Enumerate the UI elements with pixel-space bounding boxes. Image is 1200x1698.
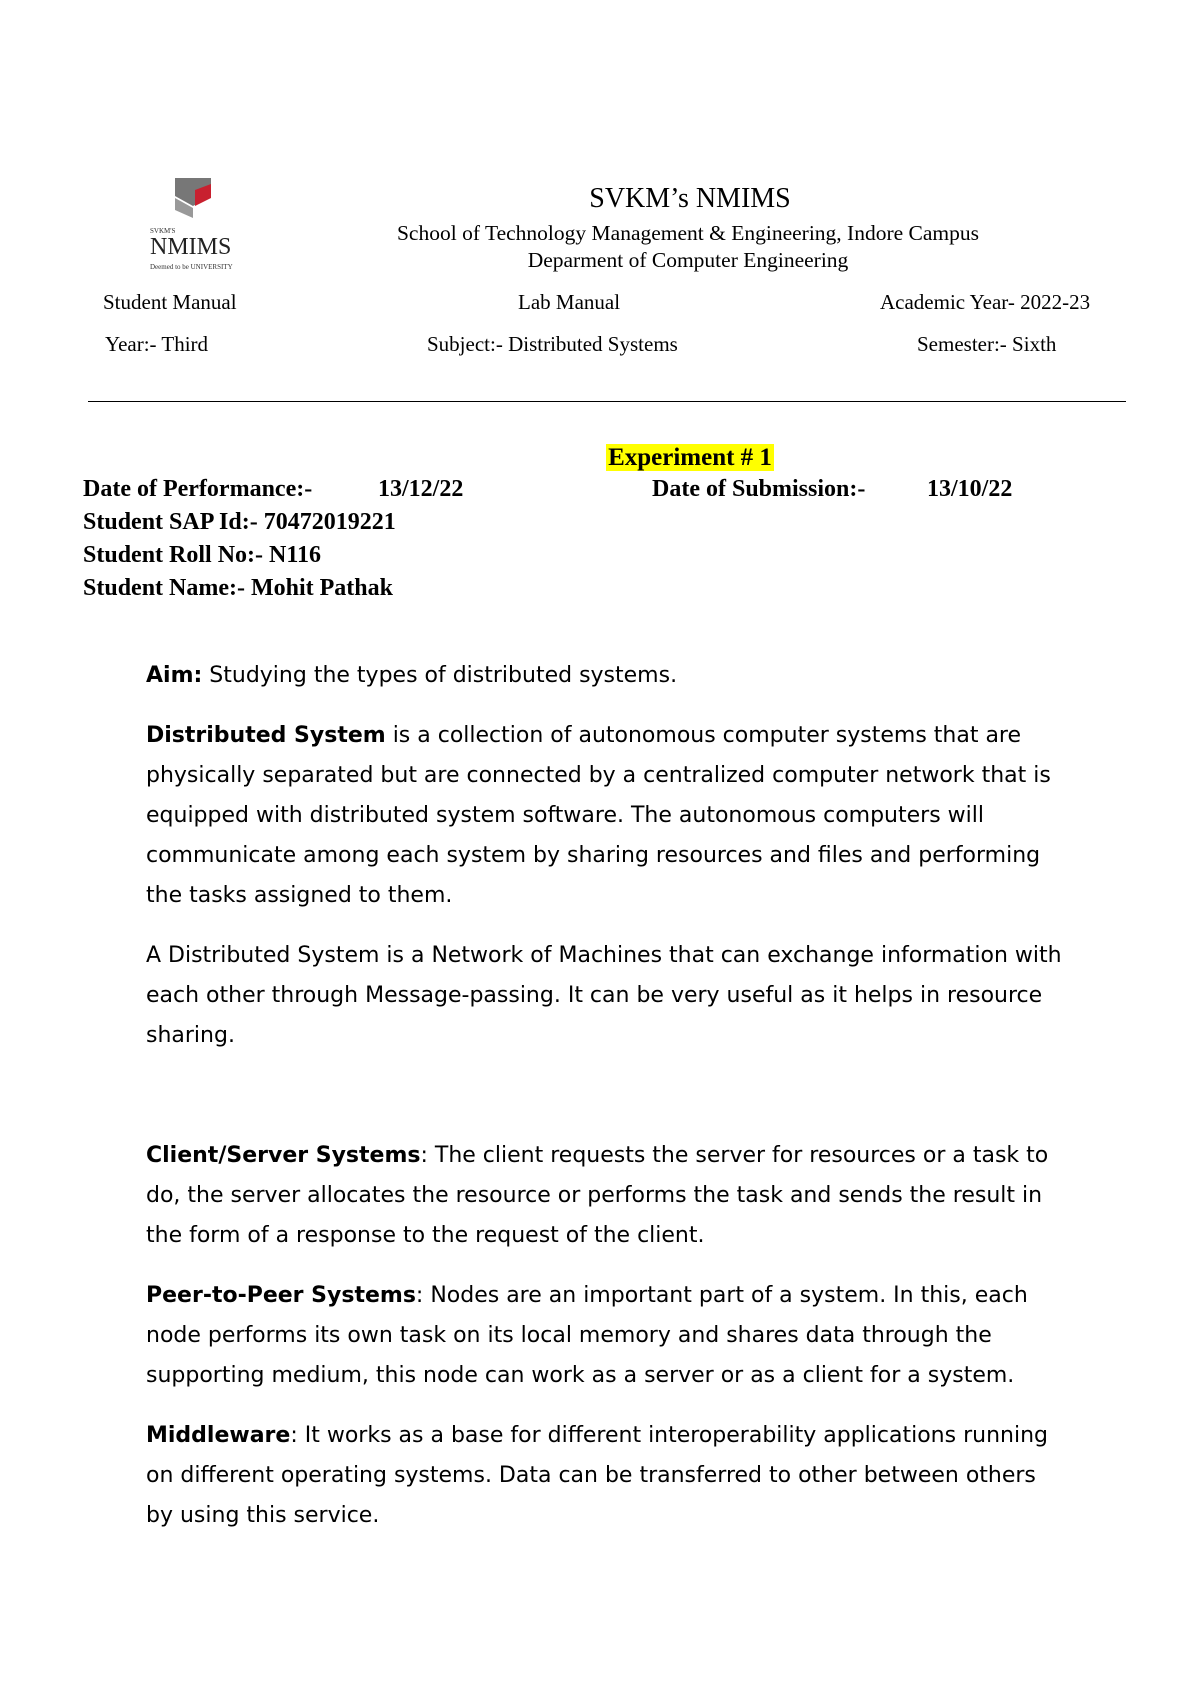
experiment-title: Experiment # 1 <box>608 444 772 471</box>
student-roll-no: Student Roll No:- N116 <box>83 542 322 568</box>
date-performance-value: 13/12/22 <box>378 476 464 502</box>
date-submission-label: Date of Submission:- <box>652 476 866 502</box>
aim-label: Aim: <box>146 663 203 688</box>
aim-text: Studying the types of distributed systems. <box>202 663 678 688</box>
p2p-label: Peer-to-Peer Systems <box>146 1283 416 1308</box>
aim-paragraph <box>146 656 1066 696</box>
header-divider <box>88 401 1126 402</box>
lab-manual-label: Lab Manual <box>518 290 621 314</box>
subject-label: Subject:- Distributed Systems <box>427 332 678 356</box>
student-manual-label: Student Manual <box>103 290 237 314</box>
ds-paragraph-2: A Distributed System is a Network of Machines that can exchange information with each other through Message-passing. It can be very useful as it helps in resource sharing. <box>146 943 1062 1048</box>
logo-sub-text: Deemed to be UNIVERSITY <box>150 263 233 271</box>
logo-top-text: SVKM'S <box>150 227 176 235</box>
ds-label: Distributed System <box>146 723 386 748</box>
date-performance-label: Date of Performance:- <box>83 476 313 502</box>
institution-name: SVKM’s NMIMS <box>589 183 791 214</box>
year-label: Year:- Third <box>105 332 209 356</box>
student-name: Student Name:- Mohit Pathak <box>83 575 393 601</box>
content-intro <box>146 656 1066 1076</box>
department-name: Deparment of Computer Engineering <box>527 248 849 272</box>
date-submission-value: 13/10/22 <box>927 476 1013 502</box>
p2p-paragraph <box>146 1276 1066 1396</box>
logo-main-text: NMIMS <box>150 234 232 260</box>
ds-paragraph <box>146 716 1066 916</box>
content-types <box>146 1136 1066 1556</box>
client-server-label: Client/Server Systems <box>146 1143 421 1168</box>
p2p-text: : Nodes are an important part of a system. In this, each node performs its own task on its local memory and shares data through the supporting medium, this node can work as a server or as a client for a system. <box>146 1283 1028 1388</box>
client-server-paragraph <box>146 1136 1066 1256</box>
school-name: School of Technology Management & Engineering, Indore Campus <box>396 221 980 245</box>
middleware-label: Middleware <box>146 1423 291 1448</box>
middleware-text: : It works as a base for different interoperability applications running on different operating systems. Data can be transferred to other between others by using this service. <box>146 1423 1048 1528</box>
ds-text: is a collection of autonomous computer systems that are physically separated but are connected by a centralized computer network that is equipped with distributed system software. The autonomous computers will communicate among each system by sharing resources and files and performing the tasks assigned to them. <box>146 723 1051 908</box>
academic-year: Academic Year- 2022-23 <box>880 290 1091 314</box>
student-sap-id: Student SAP Id:- 70472019221 <box>83 509 396 535</box>
client-server-text: : The client requests the server for resources or a task to do, the server allocates the resource or performs the task and sends the result in the form of a response to the request of the client. <box>146 1143 1049 1248</box>
middleware-paragraph <box>146 1416 1066 1536</box>
semester-label: Semester:- Sixth <box>917 332 1057 356</box>
